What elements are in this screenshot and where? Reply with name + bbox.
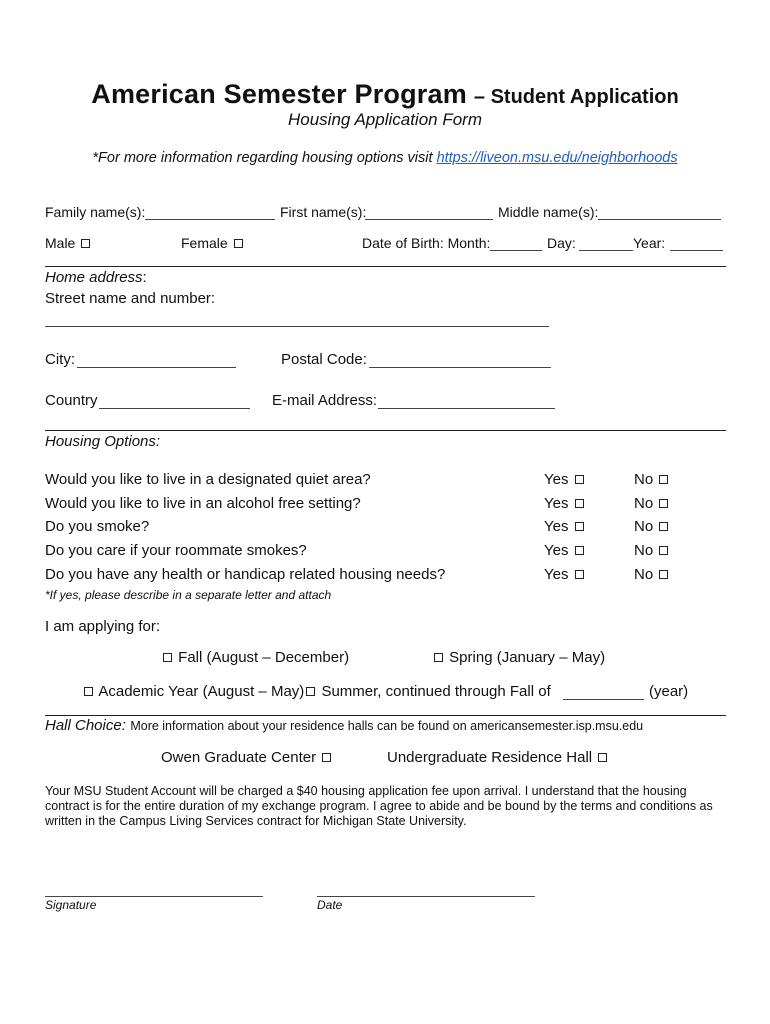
no-label: No: [634, 566, 654, 583]
health-needs-note: *If yes, please describe in a separate letter and attach: [45, 588, 332, 602]
no-label: No: [634, 495, 654, 512]
no-checkbox[interactable]: [659, 546, 668, 555]
no-checkbox[interactable]: [659, 522, 668, 531]
dob-year-label: Year:: [633, 235, 666, 251]
neighborhoods-link[interactable]: https://liveon.msu.edu/neighborhoods: [436, 150, 678, 166]
city-label: City:: [45, 351, 75, 368]
email-label: E-mail Address:: [272, 392, 378, 409]
first-name-field[interactable]: [365, 219, 493, 220]
question-quiet-area: Would you like to live in a designated quiet area?: [45, 471, 371, 488]
spring-checkbox[interactable]: [434, 653, 443, 662]
yes-label: Yes: [544, 495, 569, 512]
question-alcohol-free: Would you like to live in an alcohol free setting?: [45, 495, 361, 512]
section-divider: [45, 266, 726, 267]
owen-label: Owen Graduate Center: [161, 749, 317, 766]
year-suffix: (year): [649, 683, 689, 700]
owen-option[interactable]: [161, 749, 333, 766]
academic-year-checkbox[interactable]: [84, 687, 93, 696]
owen-checkbox[interactable]: [322, 753, 331, 762]
country-label: Country: [45, 392, 98, 409]
fall-year-field[interactable]: [563, 699, 644, 700]
alcohol-free-yes[interactable]: [544, 495, 586, 512]
hall-choice-heading: Hall Choice:: [45, 717, 126, 734]
section-divider: [45, 430, 726, 431]
dob-month-label: Date of Birth: Month:: [362, 235, 491, 251]
academic-year-label: Academic Year (August – May): [98, 683, 305, 700]
date-field[interactable]: [317, 896, 535, 897]
yes-label: Yes: [544, 518, 569, 535]
fall-label: Fall (August – December): [178, 649, 350, 666]
no-label: No: [634, 542, 654, 559]
yes-checkbox[interactable]: [575, 546, 584, 555]
smoke-no[interactable]: [634, 518, 670, 535]
yes-label: Yes: [544, 542, 569, 559]
terms-paragraph: Your MSU Student Account will be charged a $40 housing application fee upon arrival. I understand that the housing contract is for the entire duration of my exchange program. I agree to abide and be bound by the terms and conditions as written in the Campus Living Services contract for Michigan State University.: [45, 784, 713, 828]
fall-option[interactable]: [161, 649, 349, 666]
male-label: Male: [45, 235, 76, 251]
city-field[interactable]: [77, 367, 236, 368]
fall-checkbox[interactable]: [163, 653, 172, 662]
date-label: Date: [317, 898, 343, 912]
yes-checkbox[interactable]: [575, 522, 584, 531]
dob-year-field[interactable]: [670, 250, 723, 251]
summer-label: Summer, continued through Fall of: [321, 683, 551, 700]
housing-info-text: *For more information regarding housing options visit: [92, 150, 433, 166]
country-field[interactable]: [99, 408, 250, 409]
undergrad-option[interactable]: [387, 749, 609, 766]
male-checkbox[interactable]: [81, 239, 90, 248]
no-checkbox[interactable]: [659, 499, 668, 508]
middle-name-label: Middle name(s):: [498, 204, 599, 220]
spring-option[interactable]: [432, 649, 605, 666]
female-checkbox[interactable]: [234, 239, 243, 248]
quiet-area-no[interactable]: [634, 471, 670, 488]
female-option: [181, 235, 245, 251]
postal-code-field[interactable]: [369, 367, 551, 368]
yes-checkbox[interactable]: [575, 499, 584, 508]
home-address-heading-text: Home address: [45, 269, 143, 286]
street-label: Street name and number:: [45, 290, 216, 307]
quiet-area-yes[interactable]: [544, 471, 586, 488]
yes-label: Yes: [544, 471, 569, 488]
roommate-smokes-no[interactable]: [634, 542, 670, 559]
form-title: [0, 79, 770, 110]
male-option: [45, 235, 92, 251]
dob-month-field[interactable]: [490, 250, 542, 251]
yes-checkbox[interactable]: [575, 570, 584, 579]
housing-options-heading: Housing Options:: [45, 433, 161, 450]
postal-code-label: Postal Code:: [281, 351, 367, 368]
yes-label: Yes: [544, 566, 569, 583]
spring-label: Spring (January – May): [449, 649, 606, 666]
home-address-heading: [45, 269, 147, 286]
form-subtitle: Housing Application Form: [287, 110, 482, 129]
no-label: No: [634, 471, 654, 488]
academic-year-option[interactable]: [82, 683, 551, 700]
middle-name-field[interactable]: [598, 219, 721, 220]
hall-info-text: More information about your residence halls can be found on americansemester.isp.msu.edu: [130, 719, 644, 733]
dob-day-field[interactable]: [579, 250, 633, 251]
female-label: Female: [181, 235, 228, 251]
family-name-label: Family name(s):: [45, 204, 146, 220]
health-needs-no[interactable]: [634, 566, 670, 583]
smoke-yes[interactable]: [544, 518, 586, 535]
signature-field[interactable]: [45, 896, 263, 897]
home-address-colon: :: [142, 269, 147, 286]
dob-day-label: Day:: [547, 235, 576, 251]
undergrad-label: Undergraduate Residence Hall: [387, 749, 593, 766]
undergrad-checkbox[interactable]: [598, 753, 607, 762]
family-name-field[interactable]: [145, 219, 275, 220]
question-health-needs: Do you have any health or handicap related housing needs?: [45, 566, 446, 583]
alcohol-free-no[interactable]: [634, 495, 670, 512]
housing-info: [0, 150, 770, 166]
section-divider: [45, 715, 726, 716]
email-field[interactable]: [378, 408, 555, 409]
no-label: No: [634, 518, 654, 535]
roommate-smokes-yes[interactable]: [544, 542, 586, 559]
question-smoke: Do you smoke?: [45, 518, 150, 535]
first-name-label: First name(s):: [280, 204, 367, 220]
no-checkbox[interactable]: [659, 570, 668, 579]
applying-for-label: I am applying for:: [45, 618, 161, 635]
hall-choice-row: [45, 717, 643, 735]
question-roommate-smokes: Do you care if your roommate smokes?: [45, 542, 307, 559]
no-checkbox[interactable]: [659, 475, 668, 484]
health-needs-yes[interactable]: [544, 566, 586, 583]
signature-label: Signature: [45, 898, 97, 912]
yes-checkbox[interactable]: [575, 475, 584, 484]
application-title: – Student Application: [473, 86, 679, 108]
program-title: American Semester Program: [91, 79, 467, 109]
summer-checkbox[interactable]: [306, 687, 315, 696]
street-field[interactable]: [45, 326, 549, 327]
